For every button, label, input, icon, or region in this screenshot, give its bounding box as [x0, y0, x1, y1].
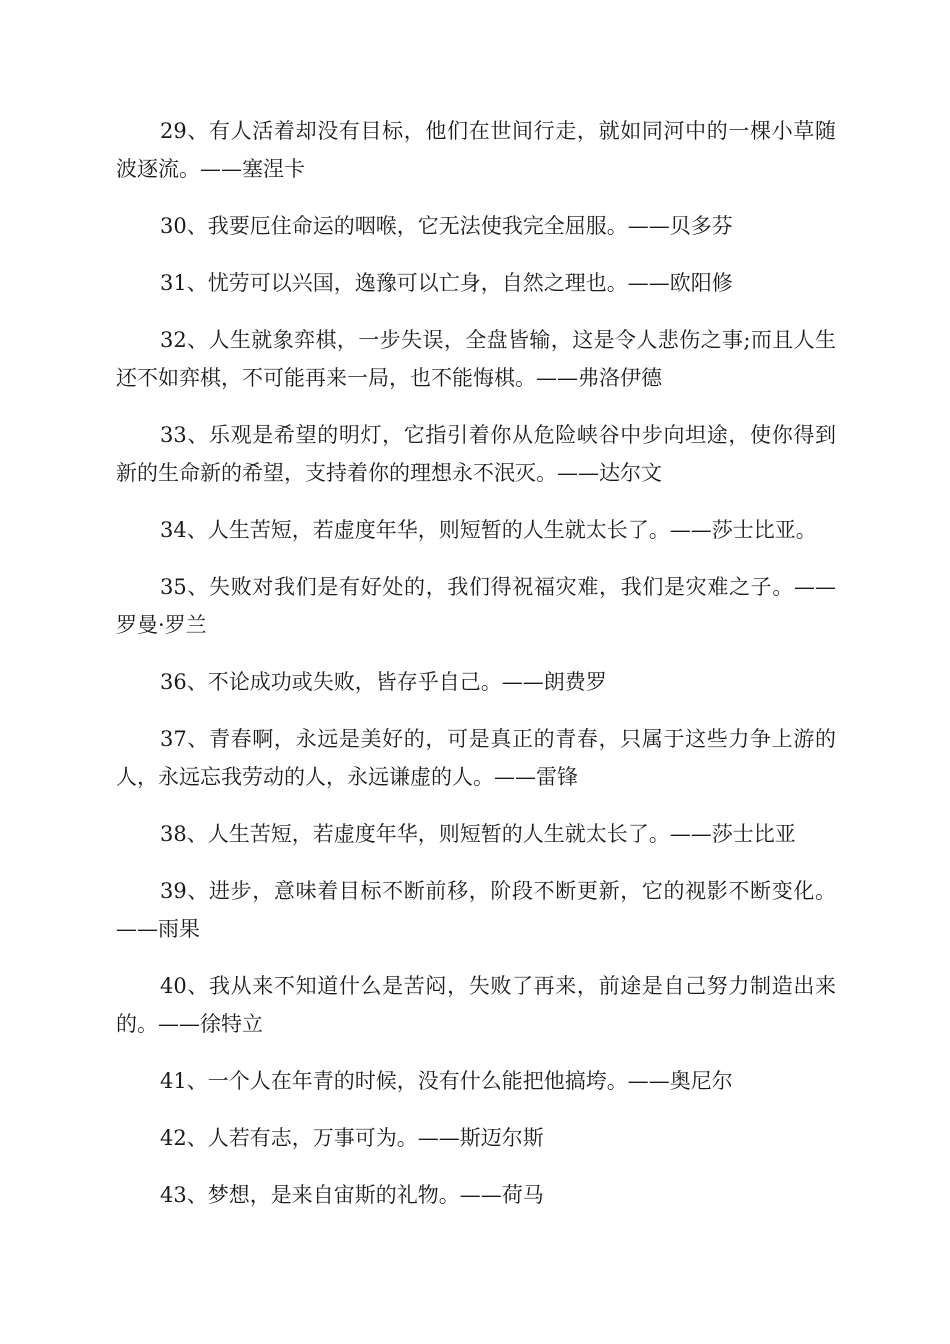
- quote-29: 29、有人活着却没有目标，他们在世间行走，就如同河中的一棵小草随波逐流。——塞涅卡: [116, 119, 836, 181]
- quote-list: [116, 112, 836, 1233]
- quote-36: 36、不论成功或失败，皆存乎自己。——朗费罗: [160, 670, 607, 694]
- quote-38: 38、人生苦短，若虚度年华，则短暂的人生就太长了。——莎士比亚: [160, 822, 796, 846]
- quote-41: 41、一个人在年青的时候，没有什么能把他搞垮。——奥尼尔: [160, 1069, 733, 1093]
- quote-40: 40、我从来不知道什么是苦闷，失败了再来，前途是自己努力制造出来的。——徐特立: [116, 974, 836, 1036]
- quote-32: 32、人生就象弈棋，一步失误，全盘皆输，这是令人悲伤之事;而且人生还不如弈棋，不可能再来一局，也不能悔棋。——弗洛伊德: [116, 328, 836, 390]
- quote-43: 43、梦想，是来自宙斯的礼物。——荷马: [160, 1183, 544, 1207]
- quote-39: 39、进步，意味着目标不断前移，阶段不断更新，它的视影不断变化。——雨果: [116, 879, 836, 941]
- quote-35: 35、失败对我们是有好处的，我们得祝福灾难，我们是灾难之子。——罗曼·罗兰: [116, 575, 836, 637]
- quote-30: 30、我要厄住命运的咽喉，它无法使我完全屈服。——贝多芬: [160, 214, 733, 238]
- quote-37: 37、青春啊，永远是美好的，可是真正的青春，只属于这些力争上游的人，永远忘我劳动的人，永远谦虚的人。——雷锋: [116, 727, 836, 789]
- quote-34: 34、人生苦短，若虚度年华，则短暂的人生就太长了。——莎士比亚。: [160, 518, 817, 542]
- quote-31: 31、忧劳可以兴国，逸豫可以亡身，自然之理也。——欧阳修: [160, 271, 733, 295]
- quote-33: 33、乐观是希望的明灯，它指引着你从危险峡谷中步向坦途，使你得到新的生命新的希望，支持着你的理想永不泯灭。——达尔文: [116, 423, 836, 485]
- quote-42: 42、人若有志，万事可为。——斯迈尔斯: [160, 1126, 544, 1150]
